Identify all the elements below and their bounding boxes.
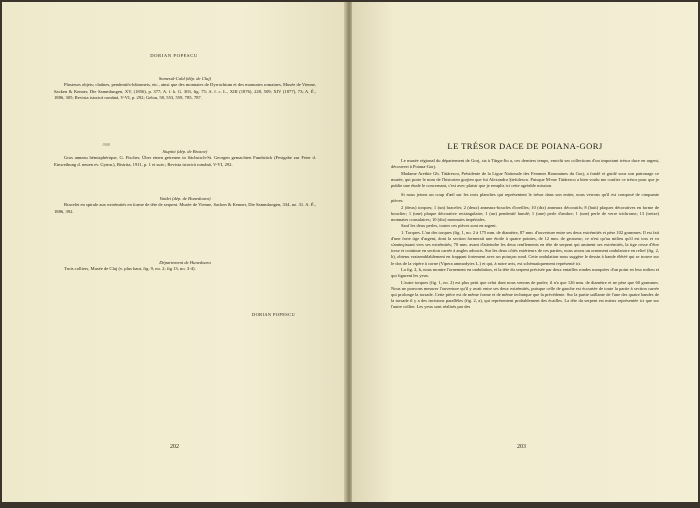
entry-vaidei — [54, 196, 316, 215]
entry-hunedoara — [54, 260, 316, 273]
page-number-right: 203 — [517, 444, 526, 450]
entry-stupini — [54, 149, 316, 168]
body-paragraph: 2 (deux) torques; 1 (un) bracelet; 2 (deux) anneaux-boucles d'oreilles; 10 (dix) anneaux décoratifs; 8 (huit) plaques décoratives en forme de bouclier; 1 (une) plaque décorative rectangulaire; 1 (un) pendentif lunulé; 1 (une) perle d'ambre; 1 (une) perle de verre trichrome; 13 (treize) monnaies consulaires; 10 (dix) monnaies impériales. — [391, 204, 659, 222]
body-paragraph: Si nous jetons un coup d'œil sur les trois planches qui représentent le trésor dans son entier, nous verrons qu'il est composé de cinquante pièces: — [391, 191, 659, 204]
entry-text: Gros anneau hémisphérique, G. Fischer, Über einen getreuen in Sächsisch-St. Georgen gemachten Fundstück (Festgabe zur Feier d. Einweihung d. neuen ev. Gymn.), Bistrita, 1911, p. 1 et suiv.; Revista istorică română, V-VI, 292. — [54, 155, 316, 167]
body-paragraph: 1. Torques. L'un des torques (fig. 1, no. 2 à 175 mm. de diamètre, 87 mm. d'ouverture entre ses deux extrémités et pèse 102 grammes. Il est fait d'une forte tige d'argent, dont la section formerait une étoile à quatre pointes, de 12 mm. de grosseur; ce n'est qu'au milieu qu'il est tors et va s'aminçissant vers ses extrémités; 70 mm. avant d'atteindre les deux renflements en tête de serpent qui aminent ses extrémités, la tige cesse d'être torse et continue en section carrée à angles adoucis. Sur les deux côtés extérieurs de ces parties, nous avons un ornement ondulatoire en relief (fig. 2, b), obtenu vraisemblablement en frappant fortement avec un poinçon rond. Cette ondulation nous suggère le dessin à bande élétéé qui se trouve sur le dos de la vipère à corne (Vipera ammodytes L.) et qui, à notre avis, est schématiquement représenté ici. — [391, 230, 659, 266]
entry-location: Somesul-Cald (dép. de Cluj) — [158, 76, 212, 81]
pencil-note: 1908 — [102, 142, 110, 147]
body-paragraph: Sauf les deux perles, toutes ces pièces sont en argent. — [401, 223, 497, 229]
body-paragraph: La fig. 2, b, nous montre l'ornement en ondulation, et la tête du serpent précisée par deux entailles rondes marquées d'un point en leur milieu et qui figurent les yeux. — [391, 267, 659, 279]
right-page — [352, 2, 698, 502]
entry-text: Plusieurs objets; chaînes, pendentifs-bâtonnets, etc., ainsi que des monnaies de Dyrrachium et des monnaies romaines, Musée de Vienne, Sacken & Kenner, Die Sammlungen, XV, (1856), p. 377; A. f. k. G. 303, fig. 75; A. f. c. L., XIII (1876), 228, 509; XIV (1877), 73; A. É., 1886, 305; Revista istorică română, V-VI, p. 292; Gelon, 58, 553, 559, 785, 787. — [54, 82, 316, 100]
entry-location: Stupini (dép. de Brasov) — [162, 149, 208, 154]
body-paragraph: Le musée régional du département de Gorj, sis à Târgu-Jiu a, ces derniers temps, enrichi ses collections d'un important trésor dace en argent, découvert à Poiana-Gorj. — [391, 158, 659, 170]
article-title: LE TRÉSOR DACE DE POIANA-GORJ — [447, 141, 603, 151]
entry-text: Bracelet en spirale aux extrémités en forme de tête de serpent. Musée de Vienne, Sacken & Kenner, Die Sammlungen, 334, no. 31. A. É., 1886, 392. — [54, 202, 316, 214]
entry-location: Vaidei (dép. de Hunedoara) — [159, 196, 211, 201]
page-number-left: 202 — [170, 444, 179, 450]
entry-text: Trois colliers, Musée de Cluj (v. plus haut, fig. 9, no. 2; fig 13, no. 3-4). — [64, 266, 196, 272]
running-head: DORIAN POPESCU — [150, 53, 198, 58]
article-body — [391, 158, 659, 311]
entry-somesul — [54, 76, 316, 101]
entry-location: Département de Hunedoara — [159, 260, 211, 265]
body-paragraph: L'autre torques (fig. 1, no. 2) est plus petit que celui dont nous venons de parler; il n'a que 126 mm. de diamètre et ne pèse que 60 grammes. Nous ne pouvons mesurer l'ouverture qu'il y avait entre ses deux extrémités, puisque celle de gauche est écourtée de toute la partie à section carrée qui prolonge la torsade. Cette pièce est de même forme et de même technique que la précédente. Sur la partie saillante de l'une des quatre bandes de la torsade il y a des incisions parallèles (fig. 2, a), qui représentent probablement des écailles. La tête du serpent est mieux représentée ici que sur l'autre collier. Les yeux sont réalisés par des — [391, 279, 659, 310]
body-paragraph: Madame Arethie Gh. Tătărescu, Présidente de la Ligue Nationale des Femmes Roumaines du Gorj, a fondé et guidé sous son patronage ce musée, qui porte le nom de l'historien gorjien que fut Alexandru Ştefulescu. Puisque M-me Tătărescu a bien voulu me confier ce trésor pour que je publie une étude le concernant, c'est avec plaisir que je remplis ici cette agréable mission. — [391, 170, 659, 188]
author-signature: DORIAN POPESCU — [252, 312, 296, 317]
left-page — [2, 2, 346, 502]
